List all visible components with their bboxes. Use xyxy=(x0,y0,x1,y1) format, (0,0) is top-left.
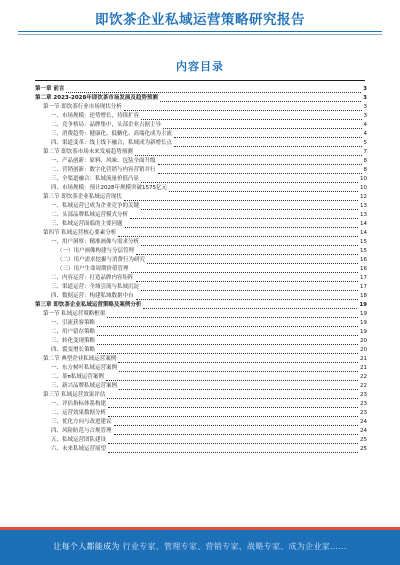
toc-entry[interactable] xyxy=(35,364,367,373)
footer-slogan xyxy=(0,541,400,552)
toc-entry[interactable] xyxy=(35,211,367,220)
toc-entry-page: 21 xyxy=(360,356,367,362)
report-title: 即饮茶企业私域运营策略研究报告 xyxy=(95,12,305,28)
toc-entry-page: 4 xyxy=(363,122,367,128)
toc-leader-dots xyxy=(141,177,358,183)
toc-entry[interactable] xyxy=(35,238,367,247)
toc-leader-dots xyxy=(66,87,361,93)
toc-entry-page: 24 xyxy=(360,419,367,425)
toc-entry-page: 10 xyxy=(360,176,367,182)
toc-entry-title: （一）用户画像构建与分层管理 xyxy=(57,248,135,254)
toc-entry-page: 22 xyxy=(360,383,367,389)
toc-entry-title: 四、裂变增长策略 xyxy=(51,347,96,353)
toc-entry-title: 一、私域运营已成为企业竞争的关键 xyxy=(51,203,140,209)
toc-entry[interactable] xyxy=(35,409,367,418)
toc-entry[interactable] xyxy=(35,121,367,130)
toc-entry[interactable] xyxy=(35,265,367,274)
toc-leader-dots xyxy=(136,294,358,300)
toc-entry[interactable] xyxy=(35,301,367,310)
toc-entry-page: 3 xyxy=(363,86,367,92)
toc-entry[interactable] xyxy=(35,94,367,103)
toc-entry[interactable] xyxy=(35,157,367,166)
toc-entry-page: 23 xyxy=(360,401,367,407)
toc-entry-title: 三、优化方向与改进建议 xyxy=(51,419,112,425)
toc-leader-dots xyxy=(136,276,358,282)
page-footer xyxy=(0,527,400,565)
toc-entry[interactable] xyxy=(35,382,367,391)
toc-entry[interactable] xyxy=(35,256,367,265)
toc-entry-title: 四、市场规模：预计2028年规模突破1575亿元 xyxy=(51,185,167,191)
table-of-contents xyxy=(35,85,367,454)
toc-entry[interactable] xyxy=(35,337,367,346)
toc-entry-page: 3 xyxy=(363,104,367,110)
toc-leader-dots xyxy=(174,132,361,138)
toc-leader-dots xyxy=(108,447,358,453)
toc-entry-page: 5 xyxy=(363,140,367,146)
toc-entry-title: 四、数据运营：构建私域数据中台 xyxy=(51,293,134,299)
toc-entry[interactable] xyxy=(35,202,367,211)
toc-entry-title: 二、头部品牌私域运营模式分析 xyxy=(51,212,129,218)
toc-leader-dots xyxy=(118,357,358,363)
toc-entry-title: 三、消费趋势：健康化、低糖化、高端化成为主流 xyxy=(51,131,173,137)
toc-entry-title: 第四节 私域运营核心要素分析 xyxy=(43,230,117,236)
toc-entry-page: 25 xyxy=(360,446,367,452)
toc-entry[interactable] xyxy=(35,247,367,256)
toc-entry-title: 第三节 私域运营效果评估 xyxy=(43,392,106,398)
toc-leader-dots xyxy=(158,168,362,174)
toc-entry-title: 二、竞争格局：品牌集中，头部企业占据主导 xyxy=(51,122,162,128)
toc-entry-page: 25 xyxy=(360,437,367,443)
toc-entry-page: 4 xyxy=(363,131,367,137)
toc-leader-dots xyxy=(131,267,358,273)
toc-entry-title: 第三章 即饮茶企业私域运营策略及案例分析 xyxy=(35,302,142,308)
toc-entry-title: 一、评估指标体系构建 xyxy=(51,401,107,407)
toc-entry-page: 7 xyxy=(363,149,367,155)
toc-entry[interactable] xyxy=(35,274,367,283)
toc-entry[interactable] xyxy=(35,184,367,193)
toc-entry-page: 23 xyxy=(360,392,367,398)
toc-entry-title: 二、用户留存策略 xyxy=(51,329,96,335)
toc-entry-title: （三）用户生命周期价值管理 xyxy=(57,266,129,272)
footer-accent-bar xyxy=(0,527,400,530)
toc-leader-dots xyxy=(119,384,358,390)
toc-entry[interactable] xyxy=(35,220,367,229)
toc-leader-dots xyxy=(169,186,358,192)
toc-entry[interactable] xyxy=(35,391,367,400)
toc-entry-title: 四、风险防范与合规管理 xyxy=(51,428,112,434)
toc-entry-title: 第二章 2023-2028年即饮茶市场发展及趋势预测 xyxy=(35,95,158,101)
toc-entry-page: 13 xyxy=(360,212,367,218)
toc-leader-dots xyxy=(97,348,358,354)
toc-entry-title: （二）用户需求挖掘与消费行为研究 xyxy=(57,257,146,263)
toc-leader-dots xyxy=(108,411,358,417)
toc-entry-title: 第一章 前言 xyxy=(35,86,65,92)
toc-entry-title: 三、渠道运营：全域引流与私域沉淀 xyxy=(51,284,140,290)
toc-entry-title: 四、渠道变革：线上线下融合，私域成为新增长点 xyxy=(51,140,173,146)
toc-entry-title: 二、内容运营：打造品牌内容矩阵 xyxy=(51,275,134,281)
toc-leader-dots xyxy=(97,339,358,345)
toc-entry-page: 14 xyxy=(360,221,367,227)
toc-leader-dots xyxy=(135,150,362,156)
toc-leader-dots xyxy=(124,195,358,201)
toc-entry[interactable] xyxy=(35,103,367,112)
toc-leader-dots xyxy=(174,141,361,147)
toc-entry-title: 二、营销创新：数字化营销与内容营销并行 xyxy=(51,167,156,173)
toc-entry[interactable] xyxy=(35,355,367,364)
toc-entry-page: 22 xyxy=(360,374,367,380)
toc-leader-dots xyxy=(141,240,358,246)
toc-entry[interactable] xyxy=(35,373,367,382)
toc-entry-page: 15 xyxy=(360,239,367,245)
toc-leader-dots xyxy=(97,330,358,336)
toc-leader-dots xyxy=(108,402,358,408)
toc-entry-page: 19 xyxy=(360,329,367,335)
toc-entry-page: 18 xyxy=(360,293,367,299)
toc-leader-dots xyxy=(107,393,358,399)
toc-entry-page: 24 xyxy=(360,428,367,434)
toc-entry-page: 17 xyxy=(360,284,367,290)
toc-entry[interactable] xyxy=(35,328,367,337)
footer-slogan-lead: 让每个人都能成为 xyxy=(53,542,120,551)
toc-entry[interactable] xyxy=(35,139,367,148)
header-divider-thin xyxy=(18,34,382,35)
toc-leader-dots xyxy=(141,114,361,120)
toc-leader-dots xyxy=(114,420,358,426)
toc-entry-page: 16 xyxy=(360,257,367,263)
toc-entry[interactable] xyxy=(35,427,367,436)
toc-leader-dots xyxy=(147,258,358,264)
toc-leader-dots xyxy=(124,105,362,111)
toc-entry-page: 19 xyxy=(360,320,367,326)
toc-entry-title: 三、全渠道融合：私域流量价值凸显 xyxy=(51,176,140,182)
toc-entry-title: 三、转化变现策略 xyxy=(51,338,96,344)
toc-entry-page: 23 xyxy=(360,410,367,416)
toc-entry[interactable] xyxy=(35,148,367,157)
toc-entry[interactable] xyxy=(35,130,367,139)
toc-entry[interactable] xyxy=(35,175,367,184)
toc-entry[interactable] xyxy=(35,166,367,175)
toc-leader-dots xyxy=(141,204,358,210)
toc-leader-dots xyxy=(143,303,357,309)
toc-entry[interactable] xyxy=(35,310,367,319)
toc-entry[interactable] xyxy=(35,112,367,121)
toc-leader-dots xyxy=(114,429,358,435)
toc-entry-title: 一、用户洞察：精准画像与需求分析 xyxy=(51,239,140,245)
toc-entry-page: 15 xyxy=(360,248,367,254)
toc-entry-title: 第二节 典型企业私域运营案例 xyxy=(43,356,117,362)
toc-entry-page: 12 xyxy=(360,194,367,200)
toc-entry-title: 二、茶π私域运营案例 xyxy=(51,374,104,380)
footer-slogan-rest: 行业专家、管理专家、营销专家、战略专家、成为企业家…… xyxy=(122,542,347,551)
toc-leader-dots xyxy=(106,375,358,381)
toc-leader-dots xyxy=(118,231,358,237)
toc-entry-title: 一、市场规模：逆势增长，持续扩容 xyxy=(51,113,140,119)
page-header xyxy=(0,0,400,38)
toc-entry[interactable] xyxy=(35,283,367,292)
toc-entry-page: 10 xyxy=(360,185,367,191)
toc-leader-dots xyxy=(119,366,358,372)
toc-entry-title: 五、私域运营团队建设 xyxy=(51,437,107,443)
toc-entry-title: 第一节 私域运营策略框架 xyxy=(43,311,106,317)
toc-entry[interactable] xyxy=(35,319,367,328)
toc-entry[interactable] xyxy=(35,229,367,238)
toc-entry-page: 17 xyxy=(360,275,367,281)
toc-entry-page: 20 xyxy=(360,338,367,344)
toc-leader-dots xyxy=(141,285,358,291)
toc-entry[interactable] xyxy=(35,436,367,445)
toc-entry-title: 第二节 即饮茶市场未来发展趋势预测 xyxy=(43,149,133,155)
toc-entry[interactable] xyxy=(35,193,367,202)
toc-entry-page: 19 xyxy=(359,302,367,308)
toc-rule xyxy=(35,80,365,81)
toc-entry-page: 20 xyxy=(360,347,367,353)
toc-entry-page: 8 xyxy=(363,158,367,164)
toc-entry-page: 8 xyxy=(363,167,367,173)
toc-entry-page: 16 xyxy=(360,266,367,272)
toc-entry-title: 二、运营效果数据分析 xyxy=(51,410,107,416)
toc-leader-dots xyxy=(97,321,358,327)
toc-entry[interactable] xyxy=(35,418,367,427)
toc-leader-dots xyxy=(160,96,361,102)
toc-entry[interactable] xyxy=(35,346,367,355)
toc-entry-title: 三、新兴品牌私域运营案例 xyxy=(51,383,118,389)
toc-entry[interactable] xyxy=(35,85,367,94)
toc-entry-title: 一、产品创新：原料、风味、包装全面升级 xyxy=(51,158,156,164)
header-divider xyxy=(18,31,382,32)
toc-entry[interactable] xyxy=(35,445,367,454)
toc-entry-page: 3 xyxy=(363,95,367,101)
toc-leader-dots xyxy=(163,123,361,129)
toc-entry-page: 13 xyxy=(360,203,367,209)
toc-entry-title: 六、未来私域运营展望 xyxy=(51,446,107,452)
toc-entry-title: 第一节 即饮茶行业市场现状分析 xyxy=(43,104,122,110)
toc-entry-page: 19 xyxy=(360,311,367,317)
toc-entry-page: 14 xyxy=(360,230,367,236)
toc-entry-page: 21 xyxy=(360,365,367,371)
toc-leader-dots xyxy=(107,312,358,318)
toc-leader-dots xyxy=(108,438,358,444)
toc-leader-dots xyxy=(130,213,358,219)
toc-entry-title: 一、引流获客策略 xyxy=(51,320,96,326)
toc-entry-title: 一、东方树叶私域运营案例 xyxy=(51,365,118,371)
toc-entry-title: 第三节 即饮茶企业私域运营现状 xyxy=(43,194,122,200)
toc-entry-page: 3 xyxy=(363,113,367,119)
toc-leader-dots xyxy=(125,222,358,228)
toc-leader-dots xyxy=(136,249,358,255)
toc-title: 内容目录 xyxy=(176,60,224,73)
toc-entry[interactable] xyxy=(35,292,367,301)
toc-entry[interactable] xyxy=(35,400,367,409)
toc-entry-title: 三、私域运营面临的主要问题 xyxy=(51,221,123,227)
toc-leader-dots xyxy=(158,159,362,165)
